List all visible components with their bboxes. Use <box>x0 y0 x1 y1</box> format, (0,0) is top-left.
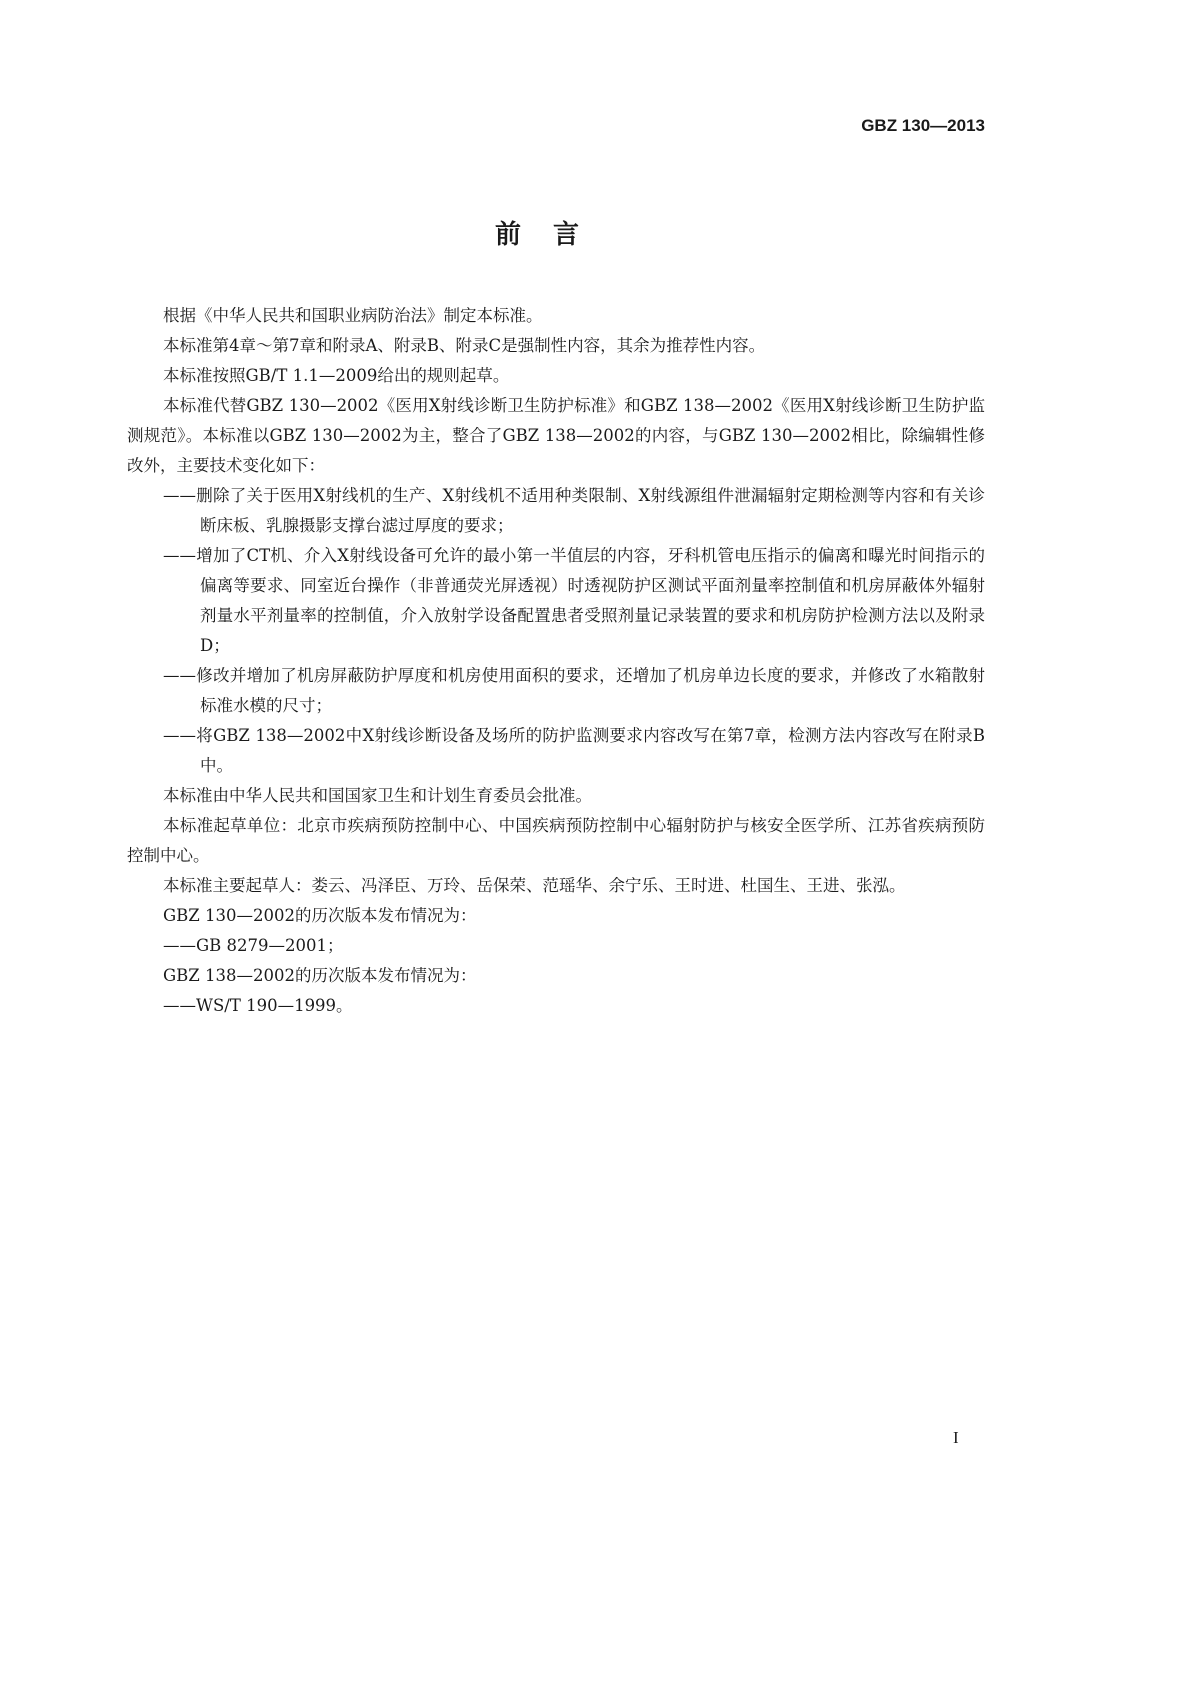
paragraph: 本标准由中华人民共和国国家卫生和计划生育委员会批准。 <box>163 786 592 805</box>
paragraph: ——GB 8279—2001； <box>163 936 344 955</box>
paragraph: GBZ 138—2002的历次版本发布情况为： <box>163 966 477 985</box>
list-item: ——修改并增加了机房屏蔽防护厚度和机房使用面积的要求，还增加了机房单边长度的要求，并修改了水箱散射标准水模的尺寸； <box>163 666 985 715</box>
standard-number-header: GBZ 130—2013 <box>861 116 985 135</box>
list-item: ——增加了CT机、介入X射线设备可允许的最小第一半值层的内容，牙科机管电压指示的偏离和曝光时间指示的偏离等要求、同室近台操作（非普通荧光屏透视）时透视防护区测试平面剂量率控制值和机房屏蔽体外辐射剂量水平剂量率的控制值，介入放射学设备配置患者受照剂量记录装置的要求和机房防护检测方法以及附录D； <box>163 546 985 655</box>
paragraph: 本标准主要起草人：娄云、冯泽臣、万玲、岳保荣、范瑶华、余宁乐、王时进、杜国生、王进、张泓。 <box>163 876 906 895</box>
paragraph: 本标准起草单位：北京市疾病预防控制中心、中国疾病预防控制中心辐射防护与核安全医学所、江苏省疾病预防控制中心。 <box>127 816 985 865</box>
paragraph: 本标准第4章～第7章和附录A、附录B、附录C是强制性内容，其余为推荐性内容。 <box>163 336 766 355</box>
paragraph: ——WS/T 190—1999。 <box>163 996 353 1015</box>
page-number: I <box>953 1428 959 1447</box>
list-item: ——删除了关于医用X射线机的生产、X射线机不适用种类限制、X射线源组件泄漏辐射定期检测等内容和有关诊断床板、乳腺摄影支撑台滤过厚度的要求； <box>163 486 985 535</box>
list-item: ——将GBZ 138—2002中X射线诊断设备及场所的防护监测要求内容改写在第7章，检测方法内容改写在附录B中。 <box>163 726 985 775</box>
paragraph: 根据《中华人民共和国职业病防治法》制定本标准。 <box>163 306 543 325</box>
paragraph: GBZ 130—2002的历次版本发布情况为： <box>163 906 477 925</box>
foreword-body <box>127 301 985 1021</box>
paragraph: 本标准代替GBZ 130—2002《医用X射线诊断卫生防护标准》和GBZ 138—2002《医用X射线诊断卫生防护监测规范》。本标准以GBZ 130—2002为主，整合了GBZ 138—2002的内容，与GBZ 130—2002相比，除编辑性修改外，主要技术变化如下： <box>127 396 985 475</box>
page-title: 前言 <box>494 220 611 250</box>
paragraph: 本标准按照GB/T 1.1—2009给出的规则起草。 <box>163 366 510 385</box>
